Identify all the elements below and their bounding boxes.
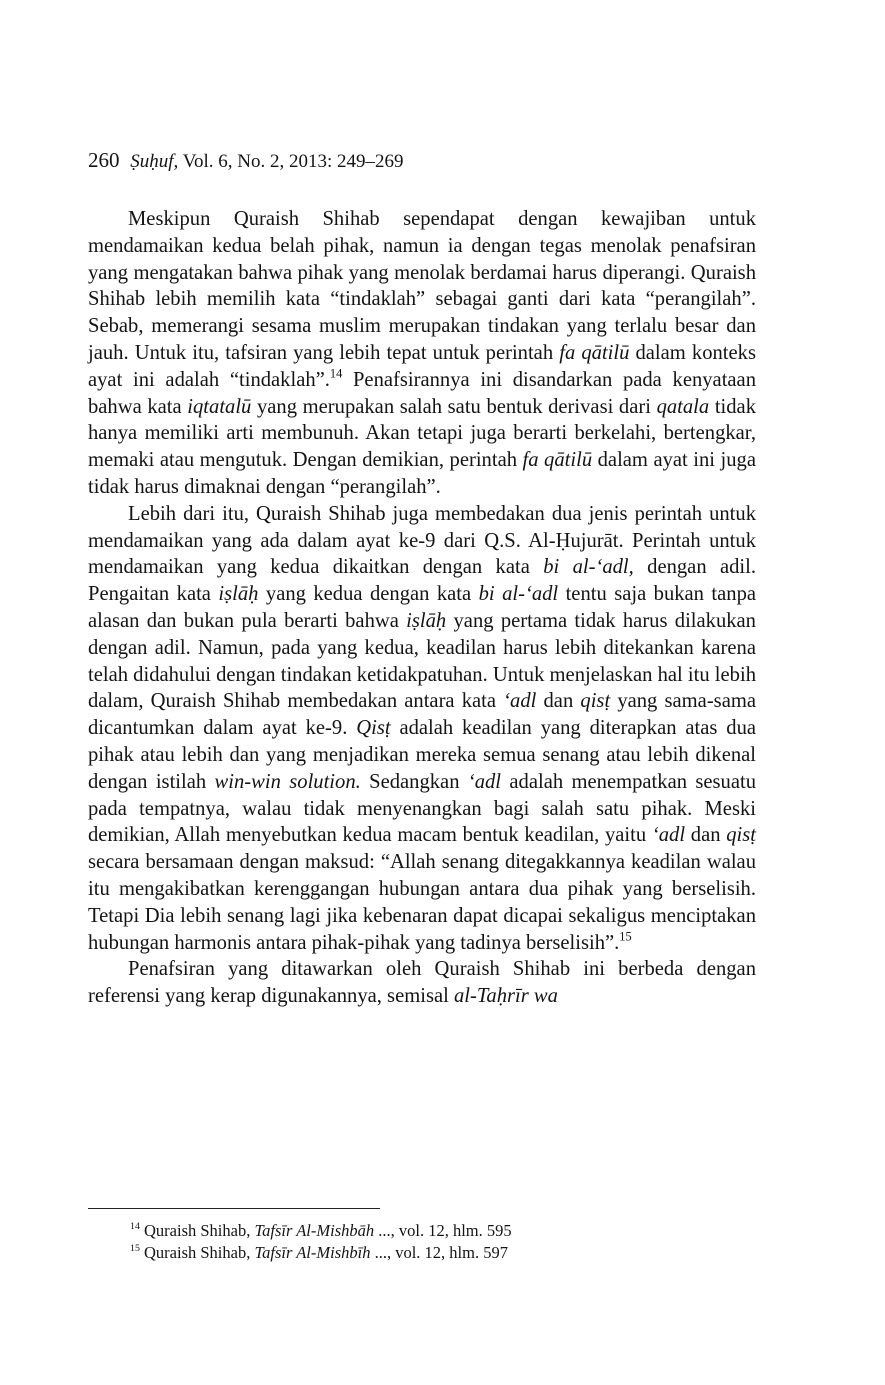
paragraph <box>88 206 756 501</box>
italic-term: iqtatalū <box>187 395 252 418</box>
text-run: yang pertama tidak harus dilakukan dengan adil. Namun, pada yang kedua, keadilan harus lebih ditekankan karena telah didahului dengan tindakan ketidakpatuhan. Untuk menjelaskan hal itu lebih dalam, Quraish Shihab membedakan antara kata <box>88 609 756 713</box>
text-run: yang sama-sama dicantumkan dalam ayat ke-9. <box>88 690 756 740</box>
footnote-ref: 15 <box>130 1242 140 1254</box>
text-run: dan <box>536 690 581 713</box>
italic-term: fa qātilū <box>522 449 593 472</box>
text-run: Penafsiran yang ditawarkan oleh Quraish Shihab ini berbeda dengan referensi yang kerap digunakannya, semisal <box>88 958 756 1008</box>
text-run: ..., vol. 12, hlm. 595 <box>374 1221 512 1240</box>
text-run: adalah keadilan yang diterapkan atas dua pihak atau lebih dan yang menjadikan mereka semua senang atau lebih dikenal dengan istilah <box>88 717 757 793</box>
italic-term: iṣlāḥ <box>406 609 447 632</box>
paragraph <box>88 501 756 957</box>
text-run: secara bersamaan dengan maksud: “Allah senang ditegakkannya keadilan walau itu mengakibatkan kerenggangan hubungan antara dua pihak yang berselisih. Tetapi Dia lebih senang lagi jika kebenaran dapat dicapai sekaligus menciptakan hubungan harmonis antara pihak-pihak yang tadinya berselisih”. <box>88 851 756 954</box>
journal-title: Ṣuḥuf, <box>130 151 179 172</box>
italic-term: Qisṭ <box>356 717 391 740</box>
italic-term: fa qātilū <box>559 341 630 364</box>
text-run: tidak hanya memiliki arti membunuh. Akan tetapi juga berarti berkelahi, bertengkar, memaki atau mengutuk. Dengan demikian, perintah <box>88 395 756 472</box>
italic-term: Tafsīr Al-Mishbāh <box>254 1221 375 1240</box>
text-run: Meskipun Quraish Shihab sependapat dengan kewajiban untuk mendamaikan kedua belah pihak, namun ia dengan tegas menolak penafsiran yang mengatakan bahwa pihak yang menolak berdamai harus diperangi. Quraish Shihab lebih memilih kata “tindaklah” sebagai ganti dari kata “perangilah”. Sebab, memerangi sesama muslim merupakan tindakan yang terlalu besar dan jauh. Untuk itu, tafsiran yang lebih tepat untuk perintah <box>88 208 756 364</box>
italic-term: al-Taḥrīr wa <box>453 985 558 1008</box>
italic-term: qisṭ <box>580 690 611 713</box>
footnote <box>130 1242 512 1264</box>
italic-term: bi al-‘adl <box>478 583 559 606</box>
text-run: dalam ayat ini juga tidak harus dimaknai dengan “perangilah”. <box>88 449 756 498</box>
running-header <box>88 148 404 174</box>
text-run: dengan adil. Pengaitan kata <box>88 556 756 606</box>
journal-citation: Vol. 6, No. 2, 2013: 249–269 <box>178 151 404 172</box>
text-run: adalah menempatkan sesuatu pada tempatnya, walau tidak menyenangkan bagi salah satu pihak. Meski demikian, Allah menyebutkan kedua macam bentuk keadilan, yaitu <box>88 770 756 847</box>
text-run: tentu saja bukan tanpa alasan dan bukan pula berarti bahwa <box>88 583 757 632</box>
footnote-separator <box>88 1208 380 1209</box>
footnote <box>130 1220 512 1242</box>
paragraph <box>88 956 756 1010</box>
text-run: Quraish Shihab, <box>139 1221 255 1240</box>
text-run: Sedangkan <box>360 770 468 793</box>
italic-term: win-win solution. <box>214 770 361 793</box>
text-run: yang kedua dengan kata <box>258 583 479 606</box>
text-run: dalam konteks ayat ini adalah “tindaklah”. <box>88 341 756 391</box>
text-run: Penafsirannya ini disandarkan pada kenyataan bahwa kata <box>88 368 756 418</box>
italic-term: ‘adl <box>503 690 537 713</box>
text-run: Lebih dari itu, Quraish Shihab juga membedakan dua jenis perintah untuk mendamaikan yang ada dalam ayat ke-9 dari Q.S. Al-Ḥujurāt. Perintah untuk mendamaikan yang kedua dikaitkan dengan kata <box>88 502 756 579</box>
text-run: Quraish Shihab, <box>139 1242 255 1262</box>
text-run: dan <box>685 824 727 847</box>
italic-term: iṣlāḥ <box>218 583 259 606</box>
footnote-ref: 14 <box>130 1221 140 1233</box>
italic-term: qatala <box>656 395 710 418</box>
italic-term: qisṭ <box>726 824 757 847</box>
body-text <box>88 206 756 1010</box>
footnotes <box>130 1220 512 1263</box>
text-run: yang merupakan salah satu bentuk derivasi dari <box>251 395 657 418</box>
italic-term: ‘adl <box>467 770 502 793</box>
footnote-ref: 15 <box>619 928 632 943</box>
italic-term: Tafsīr Al-Mishbīh <box>254 1242 371 1262</box>
italic-term: ‘adl <box>651 824 686 847</box>
italic-term: bi al-‘adl, <box>543 556 634 579</box>
footnote-ref: 14 <box>329 366 343 381</box>
text-run: ..., vol. 12, hlm. 597 <box>370 1242 508 1262</box>
page-number: 260 <box>88 148 120 172</box>
